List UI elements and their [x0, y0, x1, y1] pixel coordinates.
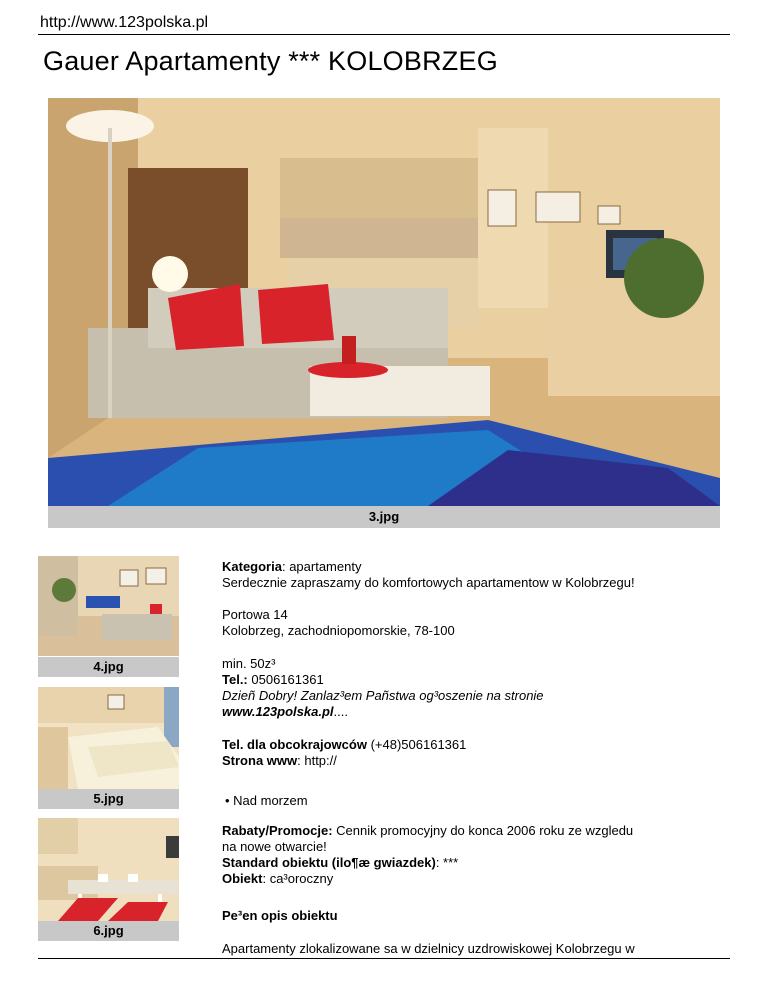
website-value[interactable]: : http:// [297, 753, 337, 768]
category-line [222, 559, 361, 575]
website-line [222, 753, 337, 769]
standard-label: Standard obiektu (ilo¶æ gwiazdek) [222, 855, 436, 870]
category-label: Kategoria [222, 559, 282, 574]
main-photo [48, 98, 720, 506]
foreign-phone-label: Tel. dla obcokrajowców [222, 737, 367, 752]
thumbnail-caption-6: 6.jpg [38, 921, 179, 941]
thumbnail-photo-6[interactable] [38, 818, 179, 921]
object-label: Obiekt [222, 871, 263, 886]
greeting-text: Dzieñ Dobry! Zanlaz³em Pañstwa og³oszenie na stronie [222, 688, 544, 703]
price: min. 50z³ [222, 656, 276, 671]
thumbnail-photo-4[interactable] [38, 556, 179, 656]
phone-value[interactable]: 0506161361 [247, 672, 324, 687]
phone-label: Tel.: [222, 672, 248, 687]
description-heading: Pe³en opis obiektu [222, 908, 338, 923]
description-text: Apartamenty zlokalizowane sa w dzielnicy uzdrowiskowej Kolobrzegu w [222, 941, 635, 956]
welcome-text: Serdecznie zapraszamy do komfortowych apartamentow w Kolobrzegu! [222, 575, 635, 590]
page-title: Gauer Apartamenty *** KOLOBRZEG [43, 46, 498, 76]
foreign-phone-value[interactable]: (+48)506161361 [366, 737, 467, 752]
promo-value-cont: na nowe otwarcie! [222, 839, 327, 854]
site-link[interactable]: www.123polska.pl [222, 704, 334, 719]
source-url: http://www.123polska.pl [40, 14, 209, 31]
header-divider [38, 34, 730, 35]
greeting-site: www.123polska.pl.... [222, 704, 348, 719]
promo-line [222, 823, 633, 839]
main-photo-caption: 3.jpg [48, 506, 720, 528]
promo-value: Cennik promocyjny do konca 2006 roku ze wzgledu [332, 823, 634, 838]
feature-item: • Nad morzem [225, 793, 308, 808]
category-value: : apartamenty [281, 559, 362, 574]
phone-line [222, 672, 324, 688]
thumbnail-photo-5[interactable] [38, 687, 179, 789]
thumbnail-caption-4: 4.jpg [38, 657, 179, 677]
thumbnail-caption-5: 5.jpg [38, 789, 179, 809]
standard-line [222, 855, 458, 871]
website-label: Strona www [222, 753, 298, 768]
footer-divider [38, 958, 730, 959]
standard-value: : *** [435, 855, 459, 870]
object-value: : ca³oroczny [262, 871, 334, 886]
object-line [222, 871, 333, 887]
address-street: Portowa 14 [222, 607, 288, 622]
foreign-phone-line [222, 737, 466, 753]
promo-label: Rabaty/Promocje: [222, 823, 333, 838]
address-city: Kolobrzeg, zachodniopomorskie, 78-100 [222, 623, 455, 638]
